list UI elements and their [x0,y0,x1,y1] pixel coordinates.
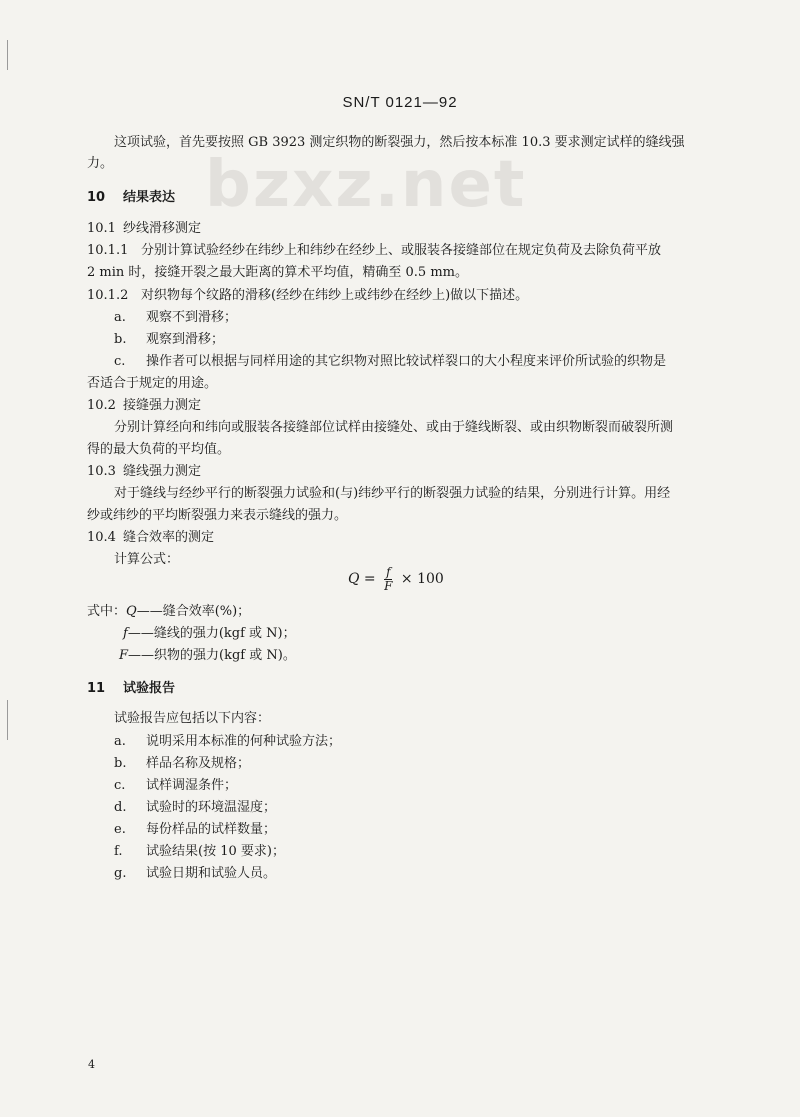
list-label: a. [114,734,126,749]
list-text: 观察到滑移； [146,332,225,347]
section-number: 10 [87,190,106,205]
formula-rhs: × 100 [400,571,444,588]
paragraph-line: 对于缝线与经纱平行的断裂强力试验和(与)纬纱平行的断裂强力试验的结果，分别进行计算。用经 [114,486,671,501]
page-header: SN/T 0121—92 [342,94,458,111]
clause-text: 分别计算试验经纱在纬纱上和纬纱在经纱上、或服装各接缝部位在规定负荷及去除负荷平放 [141,243,662,258]
paragraph-line: 试验报告应包括以下内容： [114,711,271,726]
list-text: 每份样品的试样数量； [146,822,277,837]
subsection-title: 纱线滑移测定 [123,221,202,236]
list-item [114,332,224,348]
list-text: 试验日期和试验人员。 [146,866,277,881]
subsection-number: 10.1 [87,221,116,236]
paragraph-line: 纱或纬纱的平均断裂强力来表示缝线的强力。 [87,508,348,523]
clause-10-1-1 [87,243,661,259]
formula-lhs: Q = [348,571,376,588]
formula-denominator: F [384,578,393,593]
clause-10-1-2 [87,288,528,304]
where-line [123,626,296,642]
list-item [114,756,250,772]
list-item [114,866,276,882]
section-title: 试验报告 [123,681,176,696]
subsection-10-3-heading [87,464,201,480]
formula-caption: 计算公式： [114,552,180,567]
formula-fraction [384,566,392,592]
section-number: 11 [87,681,106,696]
list-item [114,844,285,860]
where-prefix: 式中： [87,604,127,619]
subsection-title: 缝线强力测定 [123,464,202,479]
list-text: 试验结果(按 10 要求)； [146,844,285,859]
list-label: f. [114,844,123,859]
intro-line-1: 这项试验，首先要按照 GB 3923 测定织物的断裂强力，然后按本标准 10.3 要求测定试样的缝线强 [114,135,685,150]
list-label: c. [114,778,126,793]
clause-text: 对织物每个纹路的滑移(经纱在纬纱上或纬纱在经纱上)做以下描述。 [141,288,529,303]
scan-edge-mark [7,700,8,740]
subsection-10-1-heading [87,221,201,237]
list-item [114,354,666,370]
where-symbol: F [119,648,129,663]
watermark: bzxz.net [205,148,527,222]
subsection-number: 10.4 [87,530,116,545]
clause-number: 10.1.2 [87,288,129,303]
list-text: 样品名称及规格； [146,756,251,771]
where-text: ——缝合效率(%)； [136,604,251,619]
section-10-heading [87,190,175,206]
formula [348,566,444,592]
where-text: ——缝线的强力(kgf 或 N)； [127,626,296,641]
where-text: ——织物的强力(kgf 或 N)。 [128,648,296,663]
list-label: e. [114,822,126,837]
list-label: d. [114,800,127,815]
list-item-cont: 否适合于规定的用途。 [87,376,218,391]
list-text: 试验时的环境温湿度； [146,800,277,815]
subsection-10-2-heading [87,398,201,414]
list-item [114,310,237,326]
list-label: b. [114,756,127,771]
list-item [114,778,237,794]
clause-number: 10.1.1 [87,243,129,258]
subsection-10-4-heading [87,530,214,546]
clause-10-1-1-cont: 2 min 时，接缝开裂之最大距离的算术平均值，精确至 0.5 mm。 [87,265,468,280]
paragraph-line: 得的最大负荷的平均值。 [87,442,231,457]
where-line [119,648,296,664]
intro-line-2: 力。 [87,156,114,171]
list-text: 操作者可以根据与同样用途的其它织物对照比较试样裂口的大小程度来评价所试验的织物是 [146,354,667,369]
where-symbol: f [123,626,128,641]
list-text: 说明采用本标准的何种试验方法； [146,734,342,749]
list-item [114,822,276,838]
subsection-title: 接缝强力测定 [123,398,202,413]
subsection-title: 缝合效率的测定 [123,530,215,545]
list-label: b. [114,332,127,347]
list-label: a. [114,310,126,325]
list-label: g. [114,866,127,881]
formula-numerator: f [386,565,391,579]
list-label: c. [114,354,126,369]
list-item [114,734,341,750]
section-11-heading [87,681,175,697]
scan-edge-mark [7,40,8,70]
page-number: 4 [88,1058,95,1071]
list-item [114,800,276,816]
list-text: 观察不到滑移； [146,310,238,325]
where-symbol: Q [126,604,137,619]
subsection-number: 10.2 [87,398,116,413]
subsection-number: 10.3 [87,464,116,479]
section-title: 结果表达 [123,190,176,205]
list-text: 试样调湿条件； [146,778,238,793]
paragraph-line: 分别计算经向和纬向或服装各接缝部位试样由接缝处、或由于缝线断裂、或由织物断裂而破裂所测 [114,420,674,435]
where-line [87,604,250,620]
